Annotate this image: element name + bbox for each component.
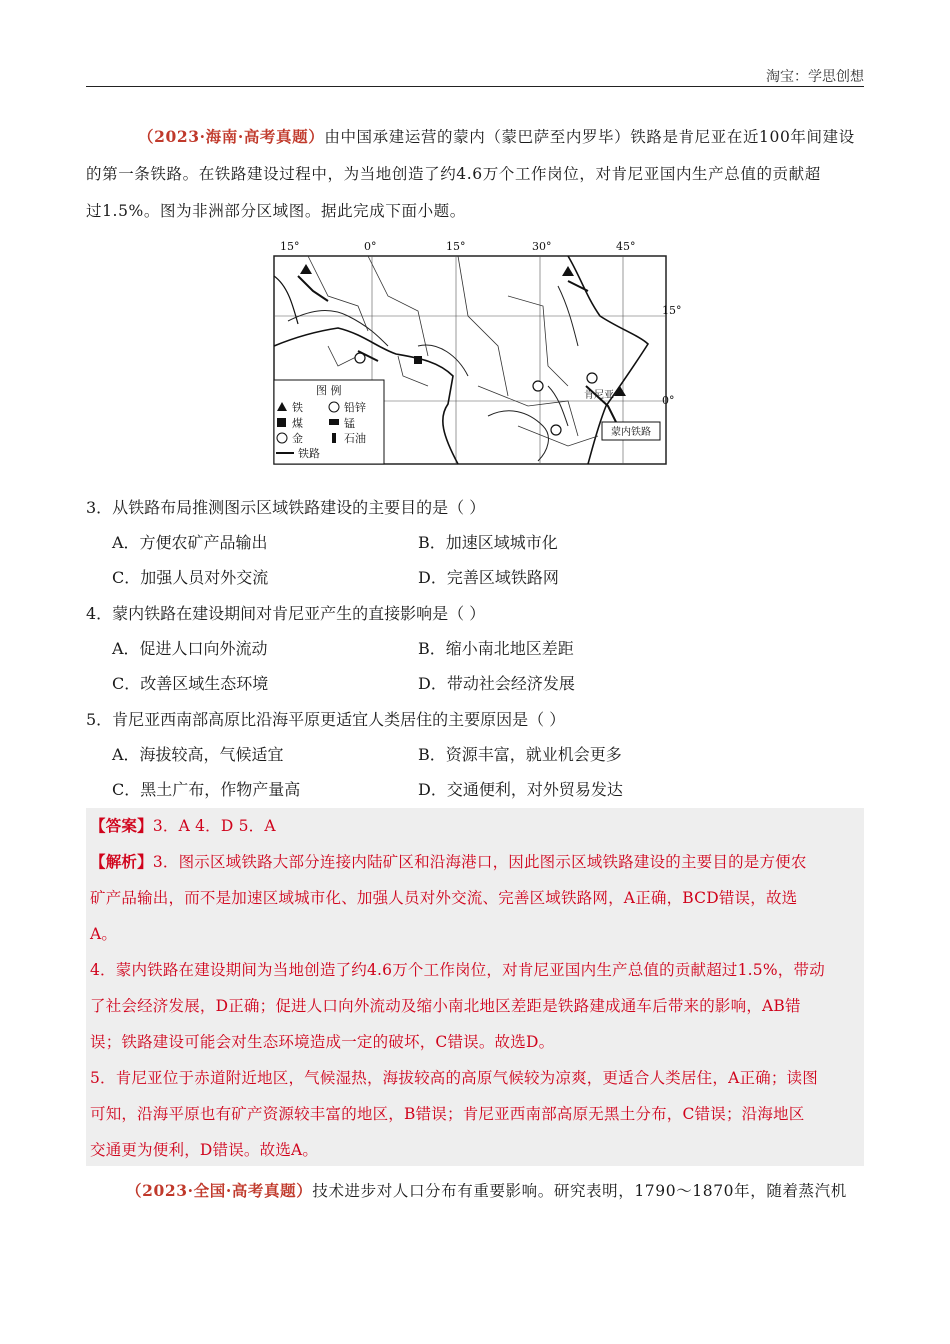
question-3-stem: 3．从铁路布局推测图示区域铁路建设的主要目的是（ ） xyxy=(86,498,486,517)
next-paragraph xyxy=(86,1172,864,1210)
analysis-line-7: 5．肯尼亚位于赤道附近地区，气候湿热，海拔较高的高原气候较为凉爽，更适合人类居住，A正确；读图 xyxy=(90,1069,818,1087)
legend-coal: 煤 xyxy=(292,417,303,430)
railway-label: 蒙内铁路 xyxy=(611,427,651,438)
legend-manganese: 锰 xyxy=(344,417,355,430)
q3-option-d[interactable]: D．完善区域铁路网 xyxy=(418,568,559,587)
lat-label: 0° xyxy=(662,394,675,407)
header-text: 淘宝：学思创想 xyxy=(766,69,864,85)
analysis-line-6: 误；铁路建设可能会对生态环境造成一定的破坏，C错误。故选D。 xyxy=(90,1033,555,1051)
lon-label: 15° xyxy=(446,240,466,253)
analysis-line-5: 了社会经济发展，D正确；促进人口向外流动及缩小南北地区差距是铁路建成通车后带来的影响，AB错 xyxy=(90,997,801,1015)
q4-option-a[interactable]: A．促进人口向外流动 xyxy=(112,639,268,658)
intro-line-2: 的第一条铁路。在铁路建设过程中，为当地创造了约4.6万个工作岗位，对肯尼亚国内生产总值的贡献超 xyxy=(86,165,821,183)
q5-option-d[interactable]: D．交通便利，对外贸易发达 xyxy=(418,780,623,799)
legend-lead-zinc: 铅锌 xyxy=(344,401,366,414)
intro-paragraph xyxy=(86,118,864,230)
question-4-stem: 4．蒙内铁路在建设期间对肯尼亚产生的直接影响是（ ） xyxy=(86,604,486,623)
answer-line xyxy=(90,816,276,836)
analysis-line-8: 可知，沿海平原也有矿产资源较丰富的地区，B错误；肯尼亚西南部高原无黑土分布，C错误；沿海地区 xyxy=(90,1105,805,1123)
lon-label: 30° xyxy=(532,240,552,253)
source-tag: （2023·海南·高考真题） xyxy=(138,127,325,146)
intro-line-1 xyxy=(86,118,864,156)
next-text: 技术进步对人口分布有重要影响。研究表明，1790～1870年，随着蒸汽机 xyxy=(312,1182,847,1200)
q4-option-c[interactable]: C．改善区域生态环境 xyxy=(112,674,269,693)
legend-oil: 石油 xyxy=(344,432,366,445)
analysis-line-2: 矿产品输出，而不是加速区域城市化、加强人员对外交流、完善区域铁路网，A正确，BCD错误，故选 xyxy=(90,889,798,907)
legend-iron: 铁 xyxy=(292,401,303,414)
q5-option-a[interactable]: A．海拔较高，气候适宜 xyxy=(112,745,284,764)
africa-map xyxy=(268,236,682,468)
page-header xyxy=(86,64,864,87)
q5-option-c[interactable]: C．黑土广布，作物产量高 xyxy=(112,780,301,799)
lon-label: 45° xyxy=(616,240,636,253)
africa-map-figure xyxy=(268,236,682,468)
next-source-tag: （2023·全国·高考真题） xyxy=(126,1181,313,1200)
q3-option-b[interactable]: B．加速区域城市化 xyxy=(418,533,558,552)
next-line xyxy=(86,1172,864,1210)
answer-text: 3．A 4．D 5．A xyxy=(152,817,276,835)
analysis-line-9: 交通更为便利，D错误。故选A。 xyxy=(90,1141,319,1159)
legend-title: 图 例 xyxy=(316,384,342,397)
analysis-line-4: 4．蒙内铁路在建设期间为当地创造了约4.6万个工作岗位，对肯尼亚国内生产总值的贡献超过1.5%，带动 xyxy=(90,961,825,979)
analysis-label: 【解析】 xyxy=(90,852,153,871)
q3-option-c[interactable]: C．加强人员对外交流 xyxy=(112,568,269,587)
lon-label: 0° xyxy=(364,240,377,253)
q5-option-b[interactable]: B．资源丰富，就业机会更多 xyxy=(418,745,622,764)
q4-option-b[interactable]: B．缩小南北地区差距 xyxy=(418,639,574,658)
analysis-line-1: 【解析】3．图示区域铁路大部分连接内陆矿区和沿海港口，因此图示区域铁路建设的主要目的是方便农 xyxy=(90,852,807,871)
kenya-label: 肯尼亚 xyxy=(584,390,614,401)
question-5-stem: 5．肯尼亚西南部高原比沿海平原更适宜人类居住的主要原因是（ ） xyxy=(86,710,566,729)
analysis-line-3: A。 xyxy=(90,925,118,943)
answer-label: 【答案】 xyxy=(90,816,153,835)
legend-railway: 铁路 xyxy=(298,447,320,460)
legend-gold: 金 xyxy=(292,432,303,445)
intro-line1-text: 由中国承建运营的蒙内（蒙巴萨至内罗毕）铁路是肯尼亚在近100年间建设 xyxy=(324,128,855,146)
lat-label: 15° xyxy=(662,304,682,317)
intro-line-3: 过1.5%。图为非洲部分区域图。据此完成下面小题。 xyxy=(86,202,466,220)
q4-option-d[interactable]: D．带动社会经济发展 xyxy=(418,674,575,693)
lon-label: 15° xyxy=(280,240,300,253)
q3-option-a[interactable]: A．方便农矿产品输出 xyxy=(112,533,268,552)
